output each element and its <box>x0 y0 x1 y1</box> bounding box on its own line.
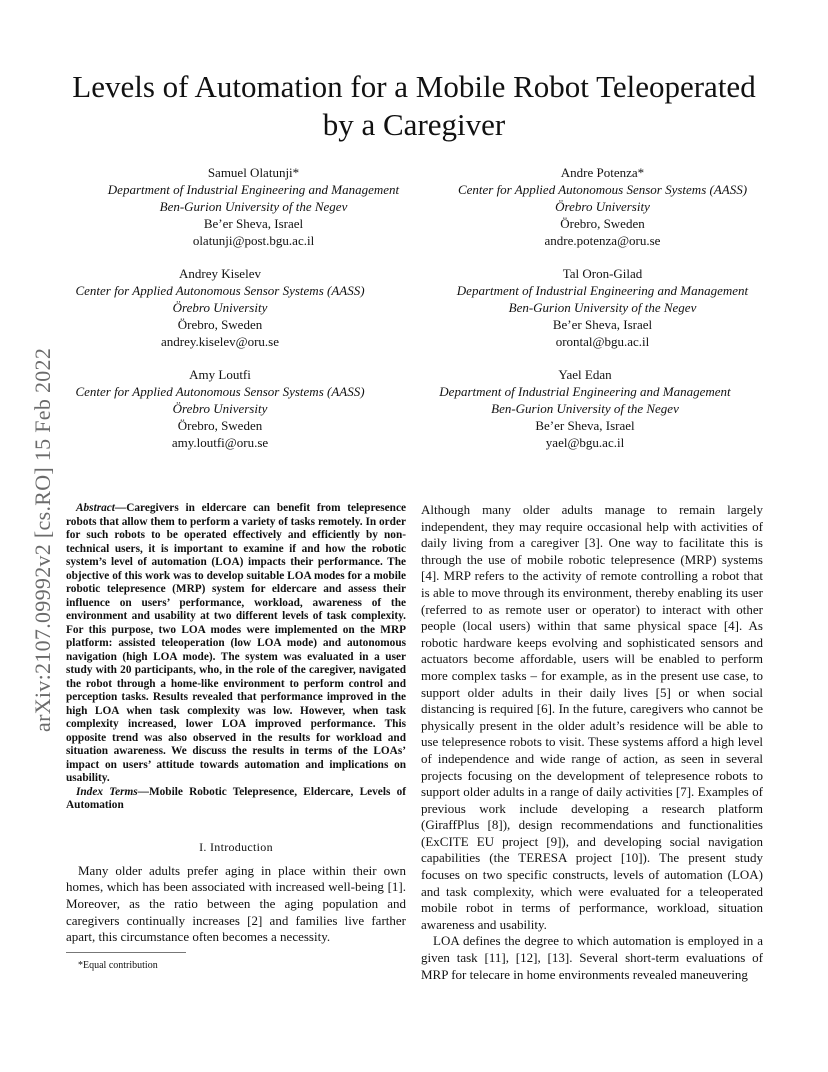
arxiv-stamp: arXiv:2107.09992v2 [cs.RO] 15 Feb 2022 <box>30 347 55 732</box>
abstract-text: —Caregivers in eldercare can benefit from telepresence robots that allow them to perform a variety of tasks remotely. In order for such robots to be operated effectively and efficiently by non-technical users, it is important to examine if and how the robotic system’s level of automation (LOA) impacts their performance. The objective of this work was to develop suitable LOA modes for a mobile robotic telepresence (MRP) system for eldercare and assess their influence on users’ performance, workload, awareness of the environment and usability at two different levels of task complexity. For this purpose, two LOA modes were implemented on the MRP platform: assisted teleoperation (low LOA mode) and autonomous navigation (high LOA mode). The system was evaluated in a user study with 20 participants, who, in the role of the caregiver, navigated the robot through a home-like environment to perform control and perception tasks. Results revealed that performance improved in the high LOA when task complexity was low. However, when task complexity increased, lower LOA improved performance. This opposite trend was also observed in the results for workload and situation awareness. We discuss the results in terms of the LOAs’ impact on users’ attitude towards automation and implications on usability. <box>66 502 406 784</box>
author-name: Samuel Olatunji* <box>207 165 300 180</box>
author-email: amy.loutfi@oru.se <box>171 435 269 450</box>
author-email: orontal@bgu.ac.il <box>555 334 650 349</box>
author-dept: Center for Applied Autonomous Sensor Systems (AASS) <box>75 283 365 298</box>
right-column <box>421 502 763 983</box>
author-name: Tal Oron-Gilad <box>562 266 643 281</box>
author-email: yael@bgu.ac.il <box>545 435 625 450</box>
index-terms <box>66 786 406 813</box>
author-block-1 <box>96 164 411 249</box>
author-city: Örebro, Sweden <box>560 216 645 231</box>
body-paragraph-1: Although many older adults manage to remain largely independent, they may require occasional help with activities of daily living from a caregiver [3]. One way to facilitate this is through the use of mobile robotic telepresence (MRP) systems [4]. MRP refers to the activity of remote controlling a robot that is able to move through its environment, thereby enabling its user (referred to as remote user or operator) to interact with other people (local users) within that same physical space [4]. As robotic hardware keeps evolving and sophisticated sensors and actuators become affordable, users will be enabled to perform more complex tasks – for example, as in the present use case, to support older adults in their daily lives [5] or when social distancing is required [6]. In the future, caregivers who cannot be physically present in the older adult’s residence will be able to use telepresence robots to visit. These systems afford a high level of independence and wide range of action, as seen in several projects focusing on the development of telepresence robots to support older adults in a range of daily activities [7]. Examples of previous work include developing a research platform (GiraffPlus [8]), design recommendations and functionalities (ExCITE EU project [9]), and developing social navigation capabilities (the TERESA project [10]). The present study focuses on two specific constructs, levels of automation (LOA) and task complexity, which were evaluated for a teleoperated mobile robot in terms of performance, workload, situation awareness and usability. <box>421 502 763 932</box>
author-dept: Department of Industrial Engineering and Management <box>439 384 731 399</box>
author-name: Andre Potenza* <box>560 165 645 180</box>
footnote: *Equal contribution <box>78 960 158 971</box>
author-block-4 <box>440 265 765 350</box>
abstract-lead: Abstract <box>76 502 115 514</box>
author-block-2 <box>440 164 765 249</box>
author-block-5 <box>60 366 380 451</box>
author-univ: Örebro University <box>172 300 268 315</box>
author-name: Andrey Kiselev <box>179 266 261 281</box>
author-email: olatunji@post.bgu.ac.il <box>192 233 315 248</box>
author-univ: Örebro University <box>172 401 268 416</box>
author-name: Yael Edan <box>558 367 612 382</box>
left-column <box>66 502 406 946</box>
author-dept: Department of Industrial Engineering and Management <box>456 283 749 298</box>
author-dept: Center for Applied Autonomous Sensor Systems (AASS) <box>75 384 365 399</box>
author-univ: Ben-Gurion University of the Negev <box>491 401 679 416</box>
author-city: Be’er Sheva, Israel <box>535 418 635 433</box>
intro-paragraph: Many older adults prefer aging in place within their own homes, which has been associated with increased well-being [1]. Moreover, as the ratio between the aging population and caregivers continually increases [2] and families live farther apart, this circumstance often becomes a necessity. <box>66 862 406 945</box>
author-name: Amy Loutfi <box>189 367 251 382</box>
author-email: andrey.kiselev@oru.se <box>161 334 279 349</box>
author-block-3 <box>60 265 380 350</box>
footnote-rule <box>66 952 186 953</box>
author-block-6 <box>405 366 765 451</box>
author-univ: Ben-Gurion University of the Negev <box>159 199 348 214</box>
abstract <box>66 502 406 786</box>
author-city: Be’er Sheva, Israel <box>552 317 653 332</box>
index-terms-lead: Index Terms <box>76 785 138 798</box>
author-dept: Department of Industrial Engineering and Management <box>107 182 400 197</box>
author-dept: Center for Applied Autonomous Sensor Systems (AASS) <box>457 182 748 197</box>
author-univ: Örebro University <box>555 199 650 214</box>
section-heading: I. Introduction <box>199 839 273 854</box>
author-city: Be’er Sheva, Israel <box>203 216 304 231</box>
author-city: Örebro, Sweden <box>177 317 263 332</box>
author-city: Örebro, Sweden <box>177 418 263 433</box>
paper-title: Levels of Automation for a Mobile Robot Teleoperated by a Caregiver <box>72 69 756 142</box>
author-univ: Ben-Gurion University of the Negev <box>508 300 697 315</box>
body-paragraph-2: LOA defines the degree to which automation is employed in a given task [11], [12], [13]. Several short-term evaluations of MRP for telecare in home environments revealed maneuvering <box>421 933 763 982</box>
index-terms-text: —Mobile Robotic Telepresence, Eldercare, Levels of Automation <box>66 785 406 811</box>
author-email: andre.potenza@oru.se <box>544 233 661 248</box>
